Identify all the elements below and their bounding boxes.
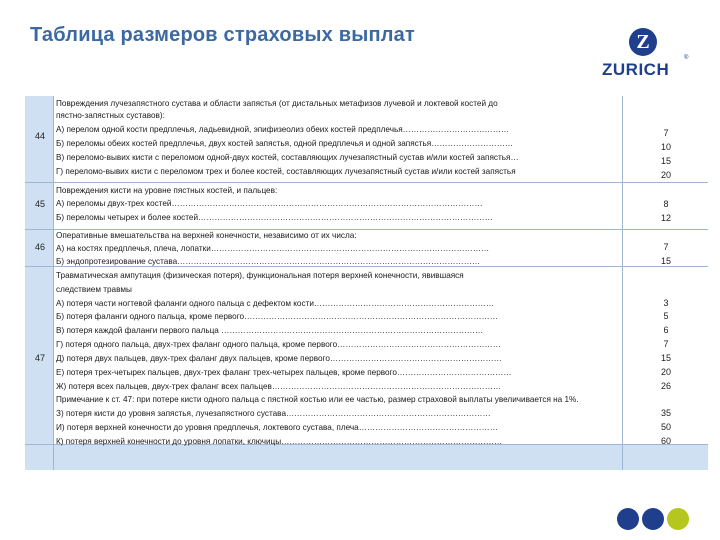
row-number: 45 [34, 199, 45, 209]
row-text-line: А) переломы двух-трех костей…………………………………………………………………………………………………… [56, 199, 483, 208]
row-number: 46 [34, 242, 45, 252]
row-text-line: пястно-запястных суставов): [56, 111, 165, 120]
payout-value: 15 [660, 353, 671, 363]
payout-value: 26 [660, 381, 671, 391]
row-text-line: Г) потеря одного пальца, двух-трех фаланг одного пальца, кроме первого…………………………………………………… [56, 340, 501, 349]
payout-value: 3 [663, 298, 669, 308]
registered-mark: ® [684, 55, 689, 61]
row-text-line: Б) переломы обеих костей предплечья, двух костей запястья, одной предплечья и одной запястья………………………… [56, 139, 514, 148]
row-text-line: Е) потеря трех-четырех пальцев, двух-трех фаланг трех-четырех пальцев, кроме первого…………………………………… [56, 368, 512, 377]
brand-dot-navy [617, 508, 639, 530]
row-text-line: Оперативные вмешательства на верхней конечности, независимо от их числа: [56, 231, 357, 240]
row-text-line: следствием травмы [56, 285, 132, 294]
row-text-line: Повреждения лучезапястного сустава и области запястья (от дистальных метафизов лучевой и локтевой костей до [56, 99, 498, 108]
row-text-line: В) потеря каждой фаланги первого пальца …………………………………………………………………………………… [56, 326, 484, 335]
row-number: 44 [34, 131, 45, 141]
row-text-line: Д) потеря двух пальцев, двух-трех фаланг двух пальцев, кроме первого……………………………………………………… [56, 354, 502, 363]
row-footnote: Примечание к ст. 47: при потере кисти одного пальца с пястной костью или ее частью, размер страховой выплаты увеличивается на 1%. [56, 395, 579, 404]
payout-value: 60 [660, 436, 671, 446]
payout-value: 35 [660, 408, 671, 418]
payout-value: 20 [660, 367, 671, 377]
row-text-line: К) потеря верхней конечности до уровня лопатки, ключицы……………………………………………………………………… [56, 437, 503, 446]
payout-value: 50 [660, 422, 671, 432]
row-text-line: И) потеря верхней конечности до уровня предплечья, локтевого сустава, плеча…………………………………………… [56, 423, 498, 432]
row-text-line: Повреждения кисти на уровне пястных костей, и пальцев: [56, 186, 278, 195]
brand-dot-navy [642, 508, 664, 530]
row-number: 47 [34, 353, 45, 363]
payout-value: 7 [663, 339, 669, 349]
payout-value: 15 [660, 256, 671, 266]
payout-value: 12 [660, 213, 671, 223]
row-text-line: В) переломо-вывих кисти с переломом одной-двух костей, составляющих лучезапястный сустав и/или костей запястья… [56, 153, 519, 162]
row-text-line: Б) потеря фаланги одного пальца, кроме первого………………………………………………………………………………… [56, 312, 498, 321]
row-text-line: Б) переломы четырех и более костей……………………………………………………………………………………………… [56, 213, 493, 222]
row-text-line: А) потеря части ногтевой фаланги одного пальца с дефектом кости………………………………………………………… [56, 299, 495, 308]
payout-value: 7 [663, 242, 669, 252]
payout-value: 15 [660, 156, 671, 166]
payout-value: 7 [663, 128, 669, 138]
brand-dot-lime [667, 508, 689, 530]
row-text-line: А) перелом одной кости предплечья, ладьевидной, эпифизеолиз обеих костей предплечья………………………………… [56, 125, 510, 134]
column-divider [53, 96, 54, 470]
number-column-bg [25, 96, 53, 470]
row-divider [25, 182, 708, 183]
page-title: Таблица размеров страховых выплат [30, 24, 415, 46]
row-text-line: З) потеря кисти до уровня запястья, лучезапястного сустава………………………………………………………………… [56, 409, 491, 418]
payout-value: 6 [663, 325, 669, 335]
payout-value: 20 [660, 170, 671, 180]
row-text-line: Г) переломо-вывих кисти с переломом трех и более костей, составляющих лучезапястный сустав и/или костей запястья [56, 167, 516, 176]
row-text-line: Б) эндопротезирование сустава………………………………………………………………………………………………… [56, 257, 481, 266]
zurich-wordmark: ZURICH [602, 60, 670, 79]
table-footer-row [54, 445, 708, 470]
row-text-line: Травматическая ампутация (физическая потеря), функциональная потеря верхней конечности, явившаяся [56, 271, 464, 280]
column-divider [622, 96, 623, 470]
row-text-line: Ж) потеря всех пальцев, двух-трех фаланг всех пальцев………………………………………………………………………… [56, 382, 502, 391]
zurich-logo [600, 28, 692, 80]
payout-value: 10 [660, 142, 671, 152]
payout-value: 5 [663, 311, 669, 321]
payout-value: 8 [663, 199, 669, 209]
row-text-line: А) на костях предплечья, плеча, лопатки………………………………………………………………………………………… [56, 244, 490, 253]
zurich-emblem-icon: Z [629, 28, 657, 56]
